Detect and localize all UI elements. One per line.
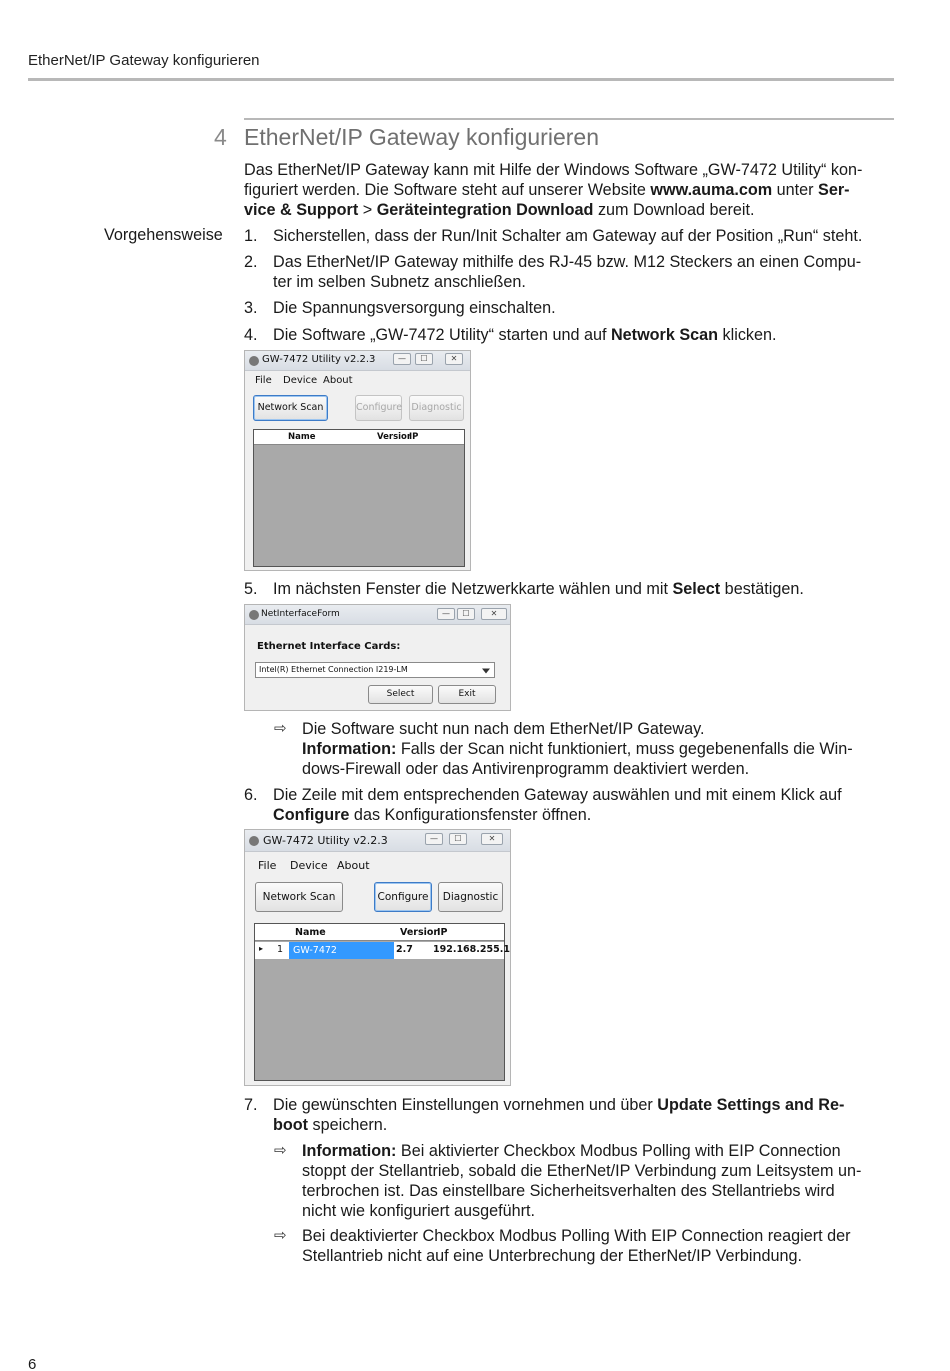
maximize-button[interactable]: ☐ <box>449 833 467 845</box>
intro-line-2 <box>244 180 896 200</box>
step-4-text <box>273 325 895 345</box>
step-7-note-1 <box>302 1141 894 1221</box>
step-line <box>273 805 895 825</box>
menu-file[interactable]: File <box>255 375 272 386</box>
minimize-button[interactable]: — <box>437 608 455 620</box>
note-line <box>302 739 894 759</box>
window-title: GW-7472 Utility v2.2.3 <box>262 354 376 365</box>
note-line: terbrochen ist. Das einstellbare Sicherheitsverhalten des Stellantriebs wird <box>302 1182 835 1200</box>
minimize-button[interactable]: — <box>393 353 411 365</box>
intro-text: figuriert werden. Die Software steht auf unserer Website <box>244 181 651 199</box>
cell-version[interactable]: 2.7 <box>396 944 413 955</box>
table-row[interactable] <box>255 942 510 959</box>
screenshot-utility-empty <box>244 350 471 571</box>
diagnostic-button[interactable]: Diagnostic <box>409 395 464 421</box>
step-line: Im nächsten Fenster die Netzwerkkarte wählen und mit <box>273 580 673 598</box>
step-number: 2. <box>244 253 258 271</box>
selected-card-value: Intel(R) Ethernet Connection I219-LM <box>259 665 408 674</box>
step-number: 4. <box>244 326 258 344</box>
grid-header <box>255 924 504 941</box>
intro-text: zum Download bereit. <box>593 201 755 219</box>
step-5-note <box>302 719 894 779</box>
running-header: EtherNet/IP Gateway konfigurieren <box>28 52 260 69</box>
note-emphasis: Information: <box>302 1142 397 1160</box>
diagnostic-button[interactable]: Diagnostic <box>438 882 503 912</box>
note-line: stoppt der Stellantrieb, sobald die EtherNet/IP Verbindung zum Leitsystem un- <box>302 1162 862 1180</box>
step-number: 6. <box>244 786 258 804</box>
arrow-icon: ⇨ <box>274 1142 287 1159</box>
column-version[interactable]: Versior <box>400 927 439 938</box>
arrow-icon: ⇨ <box>274 1227 287 1244</box>
intro-text: unter <box>772 181 819 199</box>
configure-button[interactable]: Configure <box>355 395 402 421</box>
step-text: speichern. <box>308 1116 388 1134</box>
window-titlebar <box>245 830 510 852</box>
section-number: 4 <box>214 124 227 150</box>
step-line: Die Zeile mit dem entsprechenden Gateway auswählen und mit einem Klick auf <box>273 786 842 804</box>
screenshot-net-interface-form <box>244 604 511 711</box>
arrow-icon: ⇨ <box>274 720 287 737</box>
column-name[interactable]: Name <box>295 927 326 938</box>
row-selector-icon: ▸ <box>259 944 264 953</box>
intro-bold: vice & Support <box>244 201 359 219</box>
note-line: Die Software sucht nun nach dem EtherNet/IP Gateway. <box>302 720 705 738</box>
column-name[interactable]: Name <box>288 432 316 442</box>
interface-card-select[interactable] <box>255 662 495 678</box>
close-button[interactable]: ✕ <box>445 353 463 365</box>
step-emphasis: boot <box>273 1116 309 1134</box>
website-link[interactable]: www.auma.com <box>650 181 773 199</box>
note-line: dows-Firewall oder das Antivirenprogramm deaktiviert werden. <box>302 760 750 778</box>
configure-button[interactable]: Configure <box>374 882 432 912</box>
step-number: 1. <box>244 227 258 245</box>
intro-paragraph <box>244 160 896 220</box>
step-line <box>273 1095 895 1115</box>
step-emphasis: Select <box>672 580 721 598</box>
intro-line-1: Das EtherNet/IP Gateway kann mit Hilfe der Windows Software „GW-7472 Utility“ kon- <box>244 161 863 179</box>
window-titlebar <box>245 605 510 625</box>
step-6-text <box>273 785 895 825</box>
note-line: Bei deaktivierter Checkbox Modbus Polling With EIP Connection reagiert der <box>302 1227 851 1245</box>
step-text: das Konfigurationsfenster öffnen. <box>349 806 592 824</box>
step-emphasis: Update Settings and Re- <box>657 1096 845 1114</box>
window-titlebar <box>245 351 470 371</box>
cell-ip[interactable]: 192.168.255.1 <box>433 944 510 955</box>
step-text: Die gewünschten Einstellungen vornehmen und über <box>273 1096 658 1114</box>
step-2-text <box>273 252 895 292</box>
note-emphasis: Information: <box>302 740 397 758</box>
app-icon <box>249 610 259 620</box>
note-text: Falls der Scan nicht funktioniert, muss gegebenenfalls die Win- <box>396 740 853 758</box>
intro-line-3 <box>244 200 896 220</box>
intro-bold: Geräteintegration Download <box>376 201 594 219</box>
interface-cards-label: Ethernet Interface Cards: <box>257 641 401 652</box>
window-title: GW-7472 Utility v2.2.3 <box>263 834 388 847</box>
chevron-down-icon <box>482 669 490 674</box>
section-title: EtherNet/IP Gateway konfigurieren <box>244 124 599 150</box>
menu-about[interactable]: About <box>337 859 370 872</box>
cell-name[interactable]: GW-7472 <box>289 942 394 959</box>
step-1-text: Sicherstellen, dass der Run/Init Schalter am Gateway auf der Position „Run“ steht. <box>273 227 863 245</box>
note-line: Stellantrieb nicht auf eine Unterbrechung der EtherNet/IP Verbindung. <box>302 1247 803 1265</box>
step-line: klicken. <box>718 326 777 344</box>
device-grid[interactable] <box>253 429 465 567</box>
step-line: bestätigen. <box>720 580 804 598</box>
menu-about[interactable]: About <box>323 375 353 386</box>
maximize-button[interactable]: ☐ <box>457 608 475 620</box>
procedure-label: Vorgehensweise <box>104 226 223 244</box>
network-scan-button[interactable]: Network Scan <box>253 395 328 421</box>
step-7-text <box>273 1095 895 1135</box>
maximize-button[interactable]: ☐ <box>415 353 433 365</box>
menu-device[interactable]: Device <box>283 375 318 386</box>
row-index: 1 <box>277 944 284 955</box>
app-icon <box>249 836 259 846</box>
close-button[interactable]: ✕ <box>481 833 503 845</box>
intro-text: > <box>358 201 377 219</box>
device-grid[interactable] <box>254 923 510 1081</box>
step-number: 5. <box>244 580 258 598</box>
minimize-button[interactable]: — <box>425 833 443 845</box>
step-number: 3. <box>244 299 258 317</box>
step-line: ter im selben Subnetz anschließen. <box>273 273 526 291</box>
step-number: 7. <box>244 1096 258 1114</box>
grid-header <box>254 430 464 445</box>
close-button[interactable]: ✕ <box>481 608 507 620</box>
menu-file[interactable]: File <box>258 859 277 872</box>
intro-bold: Ser- <box>818 181 850 199</box>
column-ip[interactable]: IP <box>409 432 419 442</box>
step-emphasis: Configure <box>273 806 350 824</box>
select-button[interactable]: Select <box>368 685 433 704</box>
step-line <box>273 1115 895 1135</box>
step-line: Die Software „GW-7472 Utility“ starten und auf <box>273 326 611 344</box>
app-icon <box>249 356 259 366</box>
step-5-text <box>273 579 895 599</box>
section-rule <box>244 118 894 120</box>
window-title: NetInterfaceForm <box>261 609 340 619</box>
step-7-note-2 <box>302 1226 894 1266</box>
note-line: nicht wie konfiguriert ausgeführt. <box>302 1202 536 1220</box>
menu-device[interactable]: Device <box>290 859 328 872</box>
network-scan-button[interactable]: Network Scan <box>255 882 343 912</box>
page-number: 6 <box>28 1356 37 1371</box>
note-text: Bei aktivierter Checkbox Modbus Polling with EIP Connection <box>396 1142 841 1160</box>
column-version[interactable]: Versior <box>377 432 412 442</box>
column-ip[interactable]: IP <box>437 927 448 938</box>
exit-button[interactable]: Exit <box>438 685 496 704</box>
step-3-text: Die Spannungsversorgung einschalten. <box>273 299 556 317</box>
screenshot-utility-device-found <box>244 829 511 1086</box>
step-emphasis: Network Scan <box>610 326 719 344</box>
header-rule <box>28 78 894 81</box>
step-line: Das EtherNet/IP Gateway mithilfe des RJ-45 bzw. M12 Steckers an einen Compu- <box>273 253 862 271</box>
menu-bar <box>245 373 470 389</box>
menu-bar <box>245 856 510 874</box>
note-line <box>302 1141 894 1161</box>
